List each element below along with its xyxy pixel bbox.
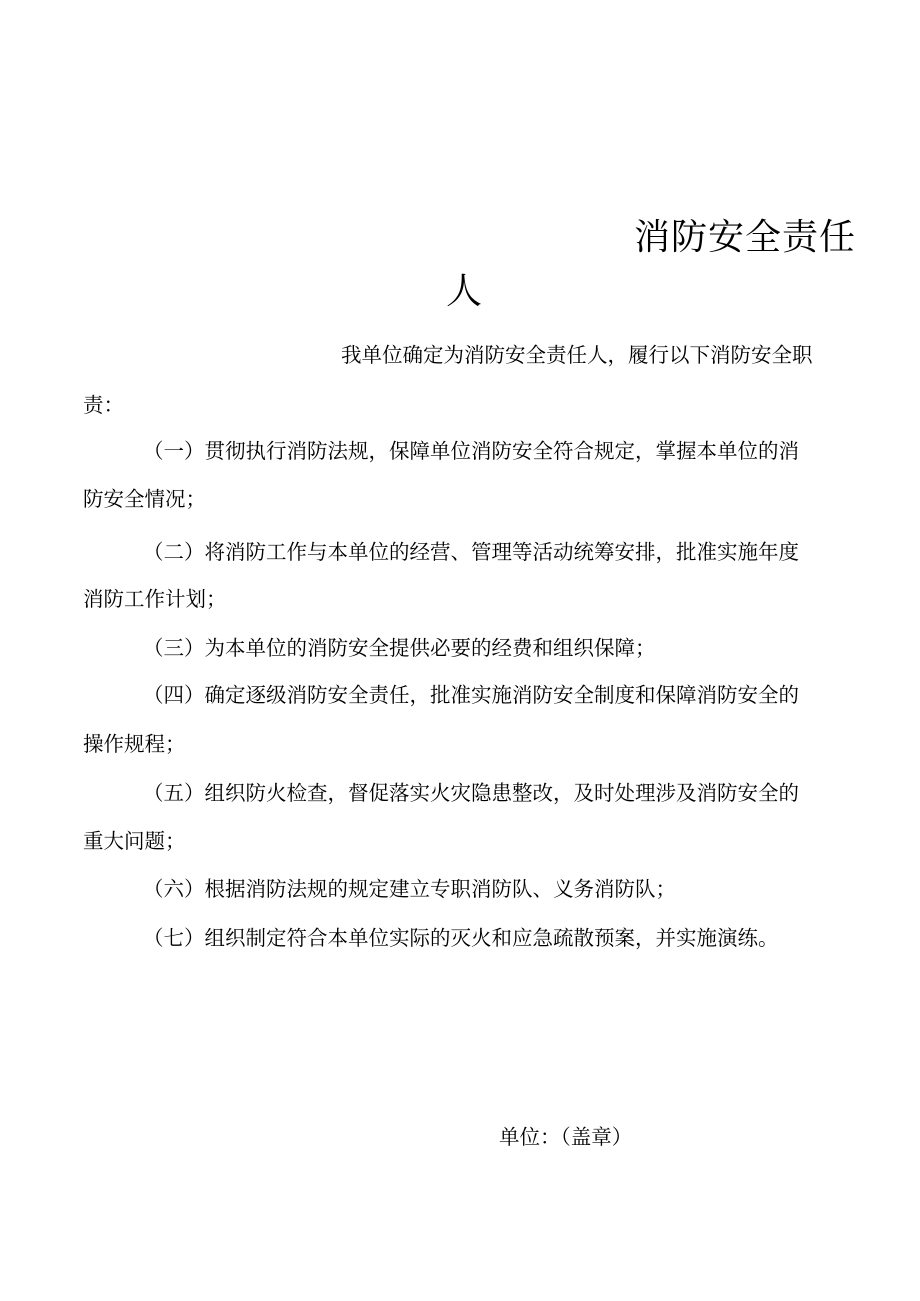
- duty-item-5: （五）组织防火检查，督促落实火灾隐患整改，及时处理涉及消防安全的: [143, 781, 799, 805]
- intro-line-continuation: 责：: [83, 393, 124, 417]
- duty-item-4-continuation: 操作规程；: [83, 732, 186, 756]
- duty-item-1: （一）贯彻执行消防法规，保障单位消防安全符合规定，掌握本单位的消: [143, 439, 799, 463]
- intro-line: 我单位确定为消防安全责任人，履行以下消防安全职: [341, 343, 813, 367]
- duty-item-4: （四）确定逐级消防安全责任，批准实施消防安全制度和保障消防安全的: [143, 683, 799, 707]
- duty-item-3: （三）为本单位的消防安全提供必要的经费和组织保障；: [143, 636, 656, 660]
- duty-item-1-continuation: 防安全情况；: [83, 487, 206, 511]
- document-title: 消防安全责任: [634, 217, 857, 258]
- duty-item-5-continuation: 重大问题；: [83, 829, 186, 853]
- signature-line: 单位：（盖章）: [499, 1125, 633, 1149]
- duty-item-2-continuation: 消防工作计划；: [83, 587, 227, 611]
- duty-item-7: （七）组织制定符合本单位实际的灭火和应急疏散预案，并实施演练。: [143, 926, 779, 950]
- duty-item-2: （二）将消防工作与本单位的经营、管理等活动统筹安排，批准实施年度: [143, 540, 799, 564]
- document-title-continuation: 人: [446, 271, 483, 312]
- duty-item-6: （六）根据消防法规的规定建立专职消防队、义务消防队；: [143, 877, 676, 901]
